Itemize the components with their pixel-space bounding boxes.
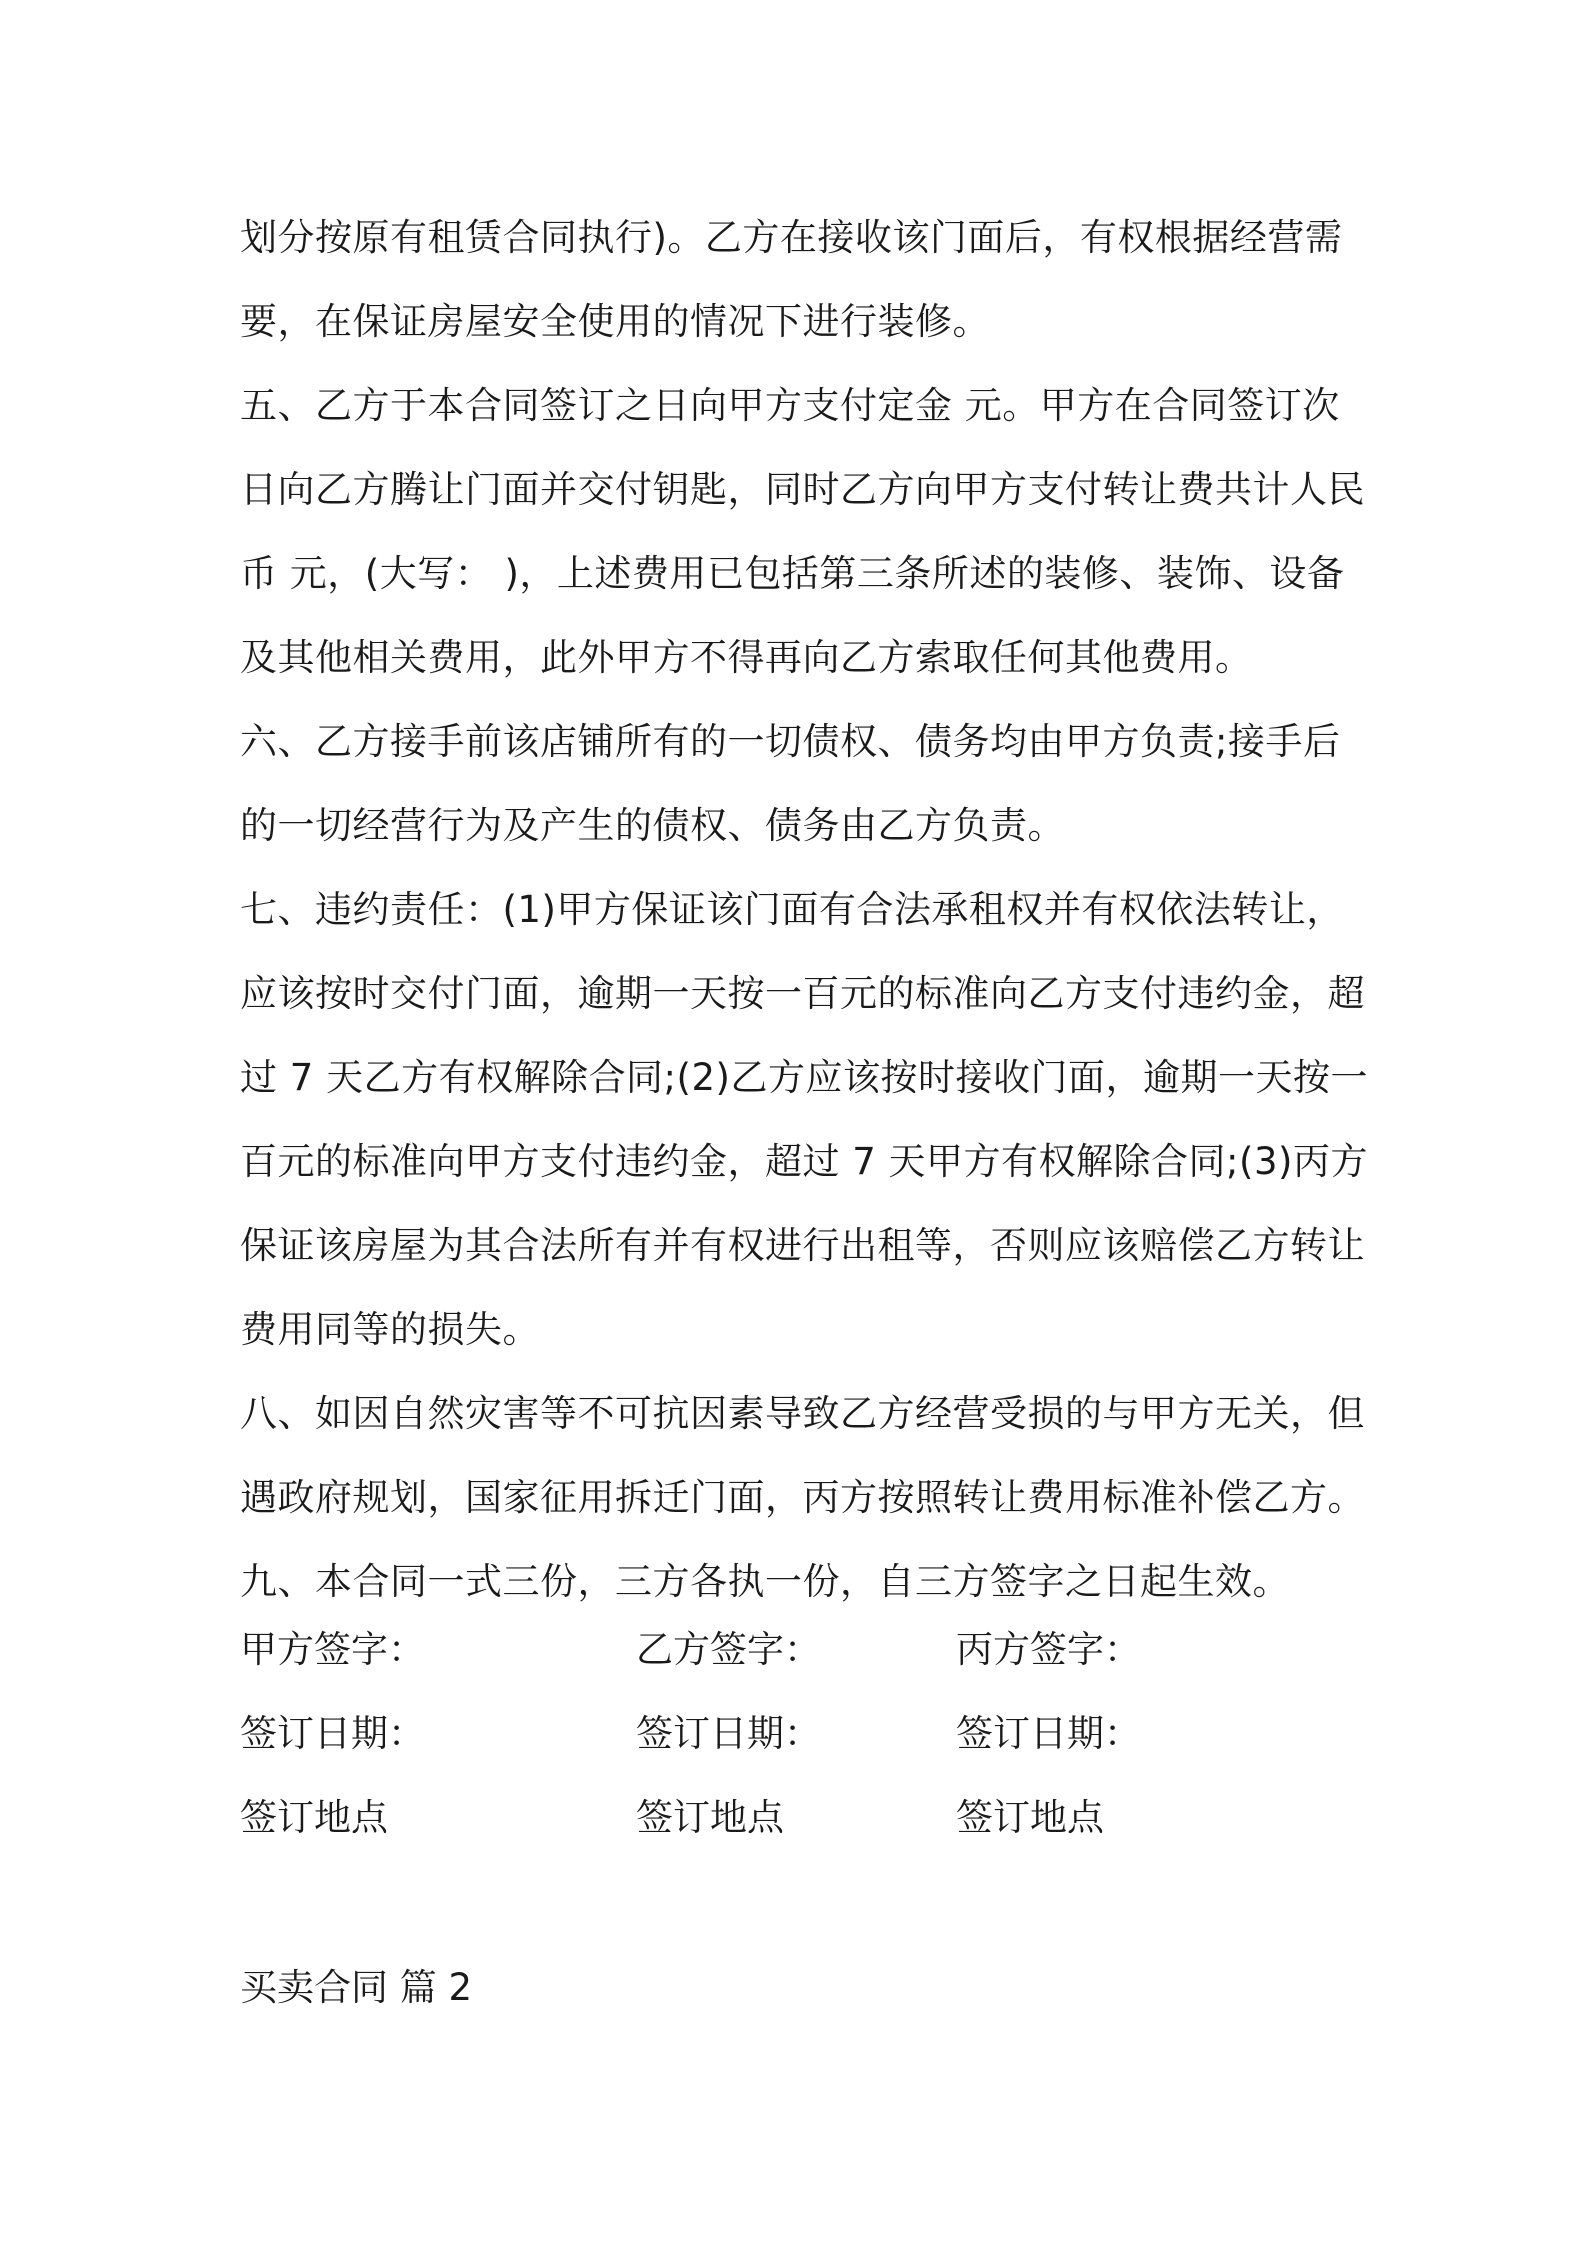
text-line: 的一切经营行为及产生的债权、债务由乙方负责。 [240,804,1065,847]
clause-9-line: 九、本合同一式三份，三方各执一份，自三方签字之日起生效。 [240,1560,1290,1603]
next-section-title: 买卖合同 篇 2 [240,1966,473,2009]
signature-block [240,1608,1370,1860]
text-line: 过 7 天乙方有权解除合同;(2)乙方应该按时接收门面，逾期一天按一 [240,1056,1368,1099]
party-c-signature-label: 丙方签字： [956,1628,1141,1671]
party-a-signature-label: 甲方签字： [240,1628,425,1671]
party-a-place-label: 签订地点 [240,1796,388,1839]
text-line: 保证该房屋为其合法所有并有权进行出租等，否则应该赔偿乙方转让 [240,1224,1365,1267]
party-b-signature-label: 乙方签字： [636,1628,821,1671]
signature-row [240,1608,1370,1692]
signing-place-row [240,1776,1370,1860]
party-c-place-label: 签订地点 [956,1796,1104,1839]
text-line: 划分按原有租赁合同执行)。乙方在接收该门面后，有权根据经营需 [240,216,1343,259]
text-line: 及其他相关费用，此外甲方不得再向乙方索取任何其他费用。 [240,636,1253,679]
party-b-place-label: 签订地点 [636,1796,784,1839]
text-line: 应该按时交付门面，逾期一天按一百元的标准向乙方支付违约金，超 [240,972,1365,1015]
party-c-date-label: 签订日期： [956,1712,1141,1755]
clause-7-line: 七、违约责任：(1)甲方保证该门面有合法承租权并有权依法转让， [240,888,1344,931]
clause-6-line: 六、乙方接手前该店铺所有的一切债权、债务均由甲方负责;接手后 [240,720,1341,763]
text-line: 费用同等的损失。 [240,1308,540,1351]
text-line: 日向乙方腾让门面并交付钥匙，同时乙方向甲方支付转让费共计人民 [240,468,1365,511]
contract-body [240,196,1370,1624]
clause-8-line: 八、如因自然灾害等不可抗因素导致乙方经营受损的与甲方无关，但 [240,1392,1365,1435]
clause-5-line: 五、乙方于本合同签订之日向甲方支付定金 元。甲方在合同签订次 [240,384,1340,427]
party-b-date-label: 签订日期： [636,1712,821,1755]
text-line: 遇政府规划，国家征用拆迁门面，丙方按照转让费用标准补偿乙方。 [240,1476,1365,1519]
text-line: 百元的标准向甲方支付违约金，超过 7 天甲方有权解除合同;(3)丙方 [240,1140,1368,1183]
text-line: 要，在保证房屋安全使用的情况下进行装修。 [240,300,990,343]
text-line: 币 元，(大写： )，上述费用已包括第三条所述的装修、装饰、设备 [240,552,1345,595]
party-a-date-label: 签订日期： [240,1712,425,1755]
signing-date-row [240,1692,1370,1776]
